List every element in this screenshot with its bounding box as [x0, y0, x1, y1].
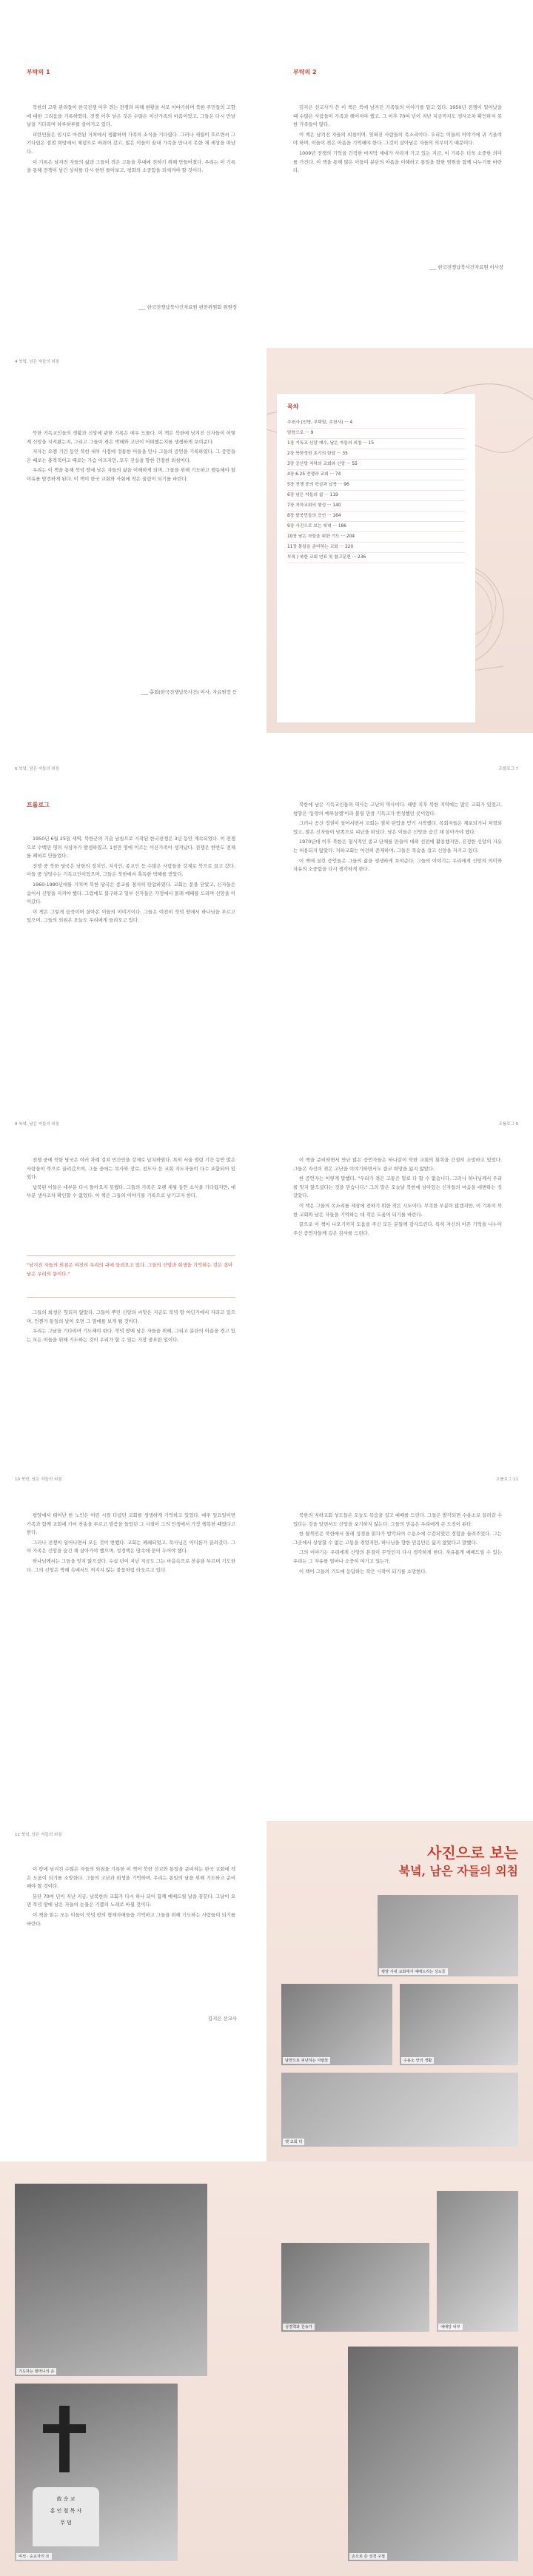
paragraph: 그의 이야기는 우리에게 신앙의 본질이 무엇인지 다시 생각하게 한다. 자유롭게 예배드릴 수 있는 우리는 그 자유를 얼마나 소중히 여기고 있는가.	[293, 1549, 502, 1564]
paragraph: 이 기록은 남겨진 자들의 삶과 그들이 겪은 고통을 후대에 전하기 위해 만들어졌다. 우리는 이 기록을 통해 전쟁이 남긴 상처를 다시 한번 돌아보고, 평화의 소중함을 되새겨야 할 것이다.	[27, 158, 235, 174]
paragraph: 1960-1980년대를 거치며 북한 당국은 종교를 철저히 탄압하였다. 교회는 문을 닫았고, 신자들은 숨어서 신앙을 지켜야 했다. 그럼에도 불구하고 일부 신자들은 가정에서 몰래 예배를 드리며 신앙을 이어갔다.	[27, 881, 235, 905]
page-header: 프롤로그 9	[498, 1122, 518, 1127]
spread-6	[0, 1821, 533, 2161]
section-label: 부탁의 1	[27, 69, 50, 76]
toc-item[interactable]: 5장 전쟁 중의 학살과 납북 ··· 96	[287, 480, 465, 491]
paragraph: 우리는 그날을 기다리며 기도해야 한다. 북녘 땅에 남은 자들을 위해, 그리고 분단의 아픔을 겪고 있는 모든 이들을 위해 기도하는 것이 우리가 할 수 있는 가장 중요한 일이다.	[27, 1328, 235, 1343]
paragraph: 전쟁 중 북한 당국은 남한의 정치인, 지식인, 종교인 등 수많은 사람들을 강제로 북으로 끌고 갔다. 이들 중 상당수는 기독교인이었으며, 그들은 북한에서 혹독한 박해를 받았다.	[27, 862, 235, 878]
page-header: 프롤로그 7	[498, 767, 518, 771]
toc-item[interactable]: 1장 기독교 신앙 예수, 남은 자들의 외침 ··· 15	[287, 439, 465, 449]
photo-caption: 평양 시내 교회에서 예배드리는 성도들	[379, 1968, 448, 1975]
toc-item[interactable]: 부록 / 북한 교회 연표 및 참고문헌 ··· 236	[287, 553, 465, 563]
paragraph: 우리는 이 책을 통해 북녘 땅에 남은 자들의 삶을 이해하게 되며, 그들을 위해 기도하고 행동해야 할 이유를 발견하게 된다. 이 책이 한국 교회와 사회에 작은 울림이 되기를 바란다.	[27, 467, 235, 482]
photo-caption: 손으로 쓴 성경 구절	[349, 2553, 387, 2560]
photo-section-title	[281, 1843, 518, 1880]
paragraph: 전쟁 중에 북한 당국은 여러 차례 걸쳐 민간인을 강제로 납치하였다. 특히 서울 점령 기간 동안 많은 사람들이 북으로 끌려갔으며, 그들 중에는 목사와 장로, 전도사 등 교회 지도자들이 다수 포함되어 있었다.	[27, 1157, 235, 1181]
photo	[15, 2184, 207, 2376]
body-text	[293, 1512, 502, 1793]
photo	[437, 2191, 518, 2332]
paragraph: 북한의 고위 관리들이 한국전쟁 이후 겪는 전쟁의 피해 현황을 서로 이야기하며 북한 주민들의 고향에 대한 그리움을 기록하였다. 전쟁 이후 남은 것은 수많은 이산가족의 아픔이었고, 그들은 다시 만날 날을 기다리며 하루하루를 살아가고 있다.	[27, 104, 235, 128]
toc-item[interactable]: 11장 통일을 준비하는 교회 ··· 220	[287, 543, 465, 553]
page-left	[0, 755, 267, 1096]
page-header: 8 북녘, 남은 자들의 외침	[15, 1122, 60, 1127]
page-left	[0, 2161, 266, 2576]
body-text	[27, 1512, 235, 1793]
toc-item[interactable]: 2장 북한정권 초기의 탄압 ··· 35	[287, 449, 465, 460]
pull-quote: "남겨진 자들의 외침은 여전히 우리의 귀에 들려오고 있다. 그들의 신앙과 희생을 기억하는 것은 살아남은 우리의 몫이다."	[27, 1262, 233, 1277]
body-text	[293, 1156, 502, 1438]
paragraph: 이 땅에 남겨진 수많은 자들의 외침을 기록한 이 책이 북한 선교와 통일을 준비하는 한국 교회에 작은 도움이 되기를 소망한다. 그들의 고난과 희생을 기억하며, 우리는 통일의 날을 위해 기도하고 준비해야 할 것이다.	[27, 1866, 235, 1890]
stone-line: 홍 인 철 목 사	[50, 2508, 82, 2514]
paragraph: 납북된 이들은 대부분 다시 돌아오지 못했다. 그들의 가족은 오랜 세월 동안 소식을 기다렸지만, 대부분 생사조차 확인할 수 없었다. 이 책은 그들의 이야기를 기록으로 남기고자 한다.	[27, 1184, 235, 1199]
photo	[281, 2073, 518, 2147]
paragraph: 1009년 전쟁의 기억을 간직한 마지막 세대가 사라져 가고 있는 지금, 이 기록은 더욱 소중한 의미를 가진다. 이 책을 통해 많은 이들이 분단의 아픔을 이해하고 통일을 향한 염원을 함께 나누기를 바란다.	[293, 150, 502, 174]
paragraph: 북한에 남은 기독교인들의 역사는 고난의 역사이다. 해방 직후 북한 지역에는 많은 교회가 있었고, 평양은 '동양의 예루살렘'이라 불릴 만큼 기독교가 번성했던 곳이었다.	[293, 802, 502, 816]
toc-item[interactable]: 7장 지하교회의 형성 ··· 140	[287, 501, 465, 511]
page-right	[266, 2161, 533, 2576]
paragraph: 평양에서 태어난 한 노인은 어린 시절 다녔던 교회를 생생하게 기억하고 있었다. 매주 일요일이면 가족과 함께 교회에 가서 찬송을 부르고 말씀을 들었던 그 시절이 그의 인생에서 가장 행복한 때였다고 한다.	[27, 1512, 235, 1536]
chapter-label: 프롤로그	[27, 802, 50, 808]
paragraph: 그들의 희생은 헛되지 않았다. 그들이 뿌린 신앙의 씨앗은 지금도 북녘 땅 어딘가에서 자라고 있으며, 언젠가 통일의 날이 오면 그 열매를 보게 될 것이다.	[27, 1309, 235, 1324]
page-left	[0, 1466, 267, 1806]
page-left	[0, 348, 267, 733]
page-right	[266, 1821, 533, 2161]
spread-7	[0, 2161, 533, 2576]
paragraph: 김지은 선교사가 쓴 이 책은 북에 남겨진 가족들의 이야기를 담고 있다. 1950년 전쟁이 일어났을 때 수많은 사람들이 가족과 헤어져야 했고, 그 이후 70여 년이 지난 지금까지도 생사조차 확인하지 못한 가족들이 많다.	[293, 104, 502, 128]
body-text	[293, 104, 502, 252]
page-right	[266, 348, 533, 733]
spread-1	[0, 0, 533, 348]
toc-item[interactable]: 4장 6.25 전쟁과 교회 ··· 74	[287, 470, 465, 480]
paragraph: 1950년 6월 25일 새벽, 북한군의 기습 남침으로 시작된 한국전쟁은 3년 동안 계속되었다. 이 전쟁으로 수백만 명의 사상자가 발생하였고, 1천만 명에 이르는 이산가족이 생겨났다. 전쟁은 한반도 전체를 폐허로 만들었다.	[27, 836, 235, 859]
body-text	[27, 104, 235, 289]
spread-2	[0, 348, 533, 733]
table-of-contents	[277, 394, 475, 722]
paragraph: 북한 기독교인들의 생활과 신앙에 관한 기록은 매우 드물다. 이 책은 북한에 남겨진 신자들이 어떻게 신앙을 지켜왔는지, 그리고 그들이 겪은 박해와 고난이 어떠했는지를 생생하게 보여준다.	[27, 430, 235, 445]
toc-item[interactable]: 8장 탈북민들의 증언 ··· 164	[287, 511, 465, 522]
stone-line: 故 순 교	[56, 2496, 76, 2502]
photo-caption: 수용소 안의 생활	[401, 2057, 434, 2064]
paragraph: 이 책을 읽는 모든 이들이 북녘 땅의 형제자매들을 기억하고 그들을 위해 기도하는 사람들이 되기를 바란다.	[27, 1911, 235, 1927]
page-header: 4 북녘, 남은 자들의 외침	[15, 360, 60, 364]
page-header: 12 북녘, 남은 자들의 외침	[15, 1833, 62, 1837]
paragraph: 이 책은 남겨진 자들의 외침이며, 잊혀진 사람들의 목소리이다. 우리는 이들의 이야기에 귀 기울여야 하며, 이들이 겪은 아픔을 기억해야 한다. 그것이 살아남은 자들의 의무이기 때문이다.	[293, 131, 502, 147]
toc-item[interactable]: 6장 남은 자들의 삶 ··· 119	[287, 491, 465, 501]
paragraph: 1970년대 이후 북한은 형식적인 종교 단체를 만들어 대외 선전에 활용했지만, 진정한 신앙의 자유는 허용되지 않았다. 지하교회는 여전히 존재하며, 그들은 목숨을 걸고 신앙을 지키고 있다.	[293, 839, 502, 853]
gravestone	[33, 2487, 99, 2546]
photo	[348, 2347, 518, 2561]
photo-caption: 옛 교회 터	[283, 2139, 304, 2145]
paragraph: 이 책은 그렇게 숨죽이며 살아온 이들의 이야기이다. 그들은 여전히 북녘 땅에서 하나님을 부르고 있으며, 그들의 외침은 오늘도 우리에게 들려오고 있다.	[27, 908, 235, 924]
photo-caption: 비석 · 순교자의 묘	[16, 2553, 52, 2560]
paragraph: 그러나 공산 정권이 들어서면서 교회는 점차 탄압을 받기 시작했다. 목회자들은 체포되거나 처형되었고, 많은 신자들이 남쪽으로 피난을 떠났다. 남은 이들은 신앙을 숨긴 채 살아가야 했다.	[293, 820, 502, 835]
quote-rule-bottom	[27, 1297, 235, 1298]
page-right	[266, 1466, 533, 1806]
paragraph: 그러나 전쟁이 일어나면서 모든 것이 변했다. 교회는 폐쇄되었고, 목사님은 어디론가 끌려갔다. 그의 가족은 신앙을 숨긴 채 살아가야 했으며, 성경책은 땅속에 묻어 두어야 했다.	[27, 1539, 235, 1554]
paragraph: 하나님께서는 그들을 잊지 않으셨다. 수십 년이 지난 지금도 그는 마음속으로 찬송을 부르며 기도한다. 그의 신앙은 박해 속에서도 꺼지지 않는 불꽃처럼 타오르고 있다.	[27, 1557, 235, 1573]
photo	[281, 2243, 429, 2332]
page-left	[0, 1110, 267, 1451]
body-text	[293, 801, 502, 1082]
toc-item[interactable]: 10장 남은 자들을 위한 기도 ··· 204	[287, 532, 465, 543]
spread-5	[0, 1466, 533, 1806]
paragraph: 끝으로 이 책이 나오기까지 도움을 주신 모든 분들께 감사드린다. 특히 자신의 아픈 기억을 나누어 주신 증언자들께 깊은 감사를 드린다.	[293, 1221, 502, 1236]
page-header: 프롤로그 11	[496, 1477, 518, 1482]
page-header: 10 북녘, 남은 자들의 외침	[15, 1477, 62, 1482]
paragraph: 한 증언자는 이렇게 말했다. "우리가 겪은 고통은 말로 다 할 수 없습니다. 그러나 하나님께서 우리를 잊지 않으셨다는 것을 믿습니다." 그의 말은 오늘날 북한에 남아있는 신자들의 마음을 대변하는 것 같았다.	[293, 1175, 502, 1199]
title-line-2: 북녘, 남은 자들의 외침	[398, 1864, 518, 1878]
page-right	[266, 0, 533, 348]
cross-icon	[59, 2406, 70, 2472]
signature: ___ 총회(한국전쟁납북사건) 이사, 자료원장 등	[141, 689, 237, 695]
page-left	[0, 1821, 267, 2161]
page-right	[266, 1110, 533, 1451]
toc-item[interactable]: 추천사 (인명, 부탁말, 추천사) ··· 4	[287, 418, 465, 429]
toc-item[interactable]: 9장 사진으로 보는 북녘 ··· 186	[287, 522, 465, 532]
paragraph: 이 책이 그들의 기도에 응답하는 작은 시작이 되기를 소망한다.	[299, 1568, 427, 1574]
photo-caption: 성경책과 찬송가	[283, 2324, 315, 2330]
spread-4	[0, 1110, 533, 1451]
paragraph: 북한의 지하교회 성도들은 오늘도 목숨을 걸고 예배를 드린다. 그들은 발각되면 수용소로 끌려갈 수 있다는 것을 알면서도 신앙을 포기하지 않는다. 그들의 믿음은 우리에게 큰 도전이 된다.	[293, 1512, 502, 1527]
body-text	[27, 835, 235, 1079]
page-right	[266, 755, 533, 1096]
signature: ___ 한국전쟁납북사건자료원 편찬위원회 위원장	[138, 304, 237, 310]
signature: 김지은 선교사	[207, 2016, 237, 2022]
photo	[281, 1984, 392, 2065]
title-line-1: 사진으로 보는	[427, 1844, 518, 1862]
photo-caption: 예배당 내부	[438, 2324, 463, 2330]
paragraph: 한 탈북민은 북한에서 몰래 성경을 읽다가 발각되어 수용소에 수감되었던 경험을 들려주었다. 그는 그곳에서 상상할 수 없는 고통을 겪었지만, 하나님을 향한 믿음만은 잃지 않았다고 말했다.	[293, 1531, 502, 1546]
cross-icon-bar	[43, 2424, 86, 2433]
paragraph: 저자는 오랜 기간 동안 북한 내부 사정에 정통한 이들을 만나 그들의 증언을 기록하였다. 그 증언들은 때로는 충격적이고 때로는 가슴 아프지만, 모두 진실을 향한 간절한 외침이다.	[27, 449, 235, 463]
photo-caption: 기도하는 할머니의 손	[16, 2368, 56, 2375]
page-header: 6 북녘, 남은 자들의 외침	[15, 767, 60, 771]
toc-item[interactable]: 3장 공산당 치하의 교회와 신앙 ··· 55	[287, 460, 465, 470]
photo-caption: 남한으로 피난하는 사람들	[283, 2057, 330, 2064]
paragraph: 이 책에 실린 증언들은 그들의 삶을 생생하게 보여준다. 그들의 이야기는 우리에게 신앙의 의미와 자유의 소중함을 다시 생각하게 한다.	[293, 857, 502, 873]
paragraph: 이 책은 그들의 목소리를 세상에 전하기 위한 작은 시도이다. 부족한 부분이 많겠지만, 이 기록이 북한 교회와 남은 자들을 기억하는 데 작은 도움이 되기를 바란다.	[293, 1202, 502, 1218]
section-label: 부탁의 2	[293, 69, 317, 76]
quote-rule-top	[27, 1255, 235, 1256]
toc-title: 목차	[287, 403, 299, 410]
page-left	[0, 0, 267, 348]
photo	[15, 2384, 178, 2561]
paragraph: 분단 70여 년이 지난 지금, 남북한의 교회가 다시 하나 되어 함께 예배드릴 날을 꿈꾼다. 그날이 오면 북녘 땅에 남은 자들의 눈물은 기쁨의 노래로 바뀔 것이다.	[27, 1893, 235, 1908]
photo	[400, 1984, 518, 2065]
body-text	[27, 1309, 235, 1435]
paragraph: 이 책을 준비하면서 만난 많은 증언자들은 하나같이 북한 교회의 회복을 간절히 소망하고 있었다. 그들은 자신이 겪은 고난을 이야기하면서도 결코 희망을 잃지 않았다.	[293, 1157, 502, 1172]
toc-item[interactable]: 말씀으로 ··· 9	[287, 429, 465, 439]
signature: ___ 한국전쟁납북사건자료원 이사장	[429, 264, 503, 270]
body-text	[27, 1865, 235, 2006]
spread-3	[0, 755, 533, 1096]
paragraph: 피란민들은 임시로 마련된 거처에서 생활하며 가족의 소식을 기다렸다. 그러나 세월이 흐르면서 그 기다림은 점점 희망에서 체념으로 바뀌어 갔고, 많은 이들이 끝내 가족을 만나지 못한 채 세상을 떠났다.	[27, 131, 235, 155]
body-text	[27, 429, 235, 659]
stone-line: 무 덤	[60, 2520, 72, 2526]
body-text	[27, 1156, 235, 1245]
photo	[378, 1895, 518, 1976]
